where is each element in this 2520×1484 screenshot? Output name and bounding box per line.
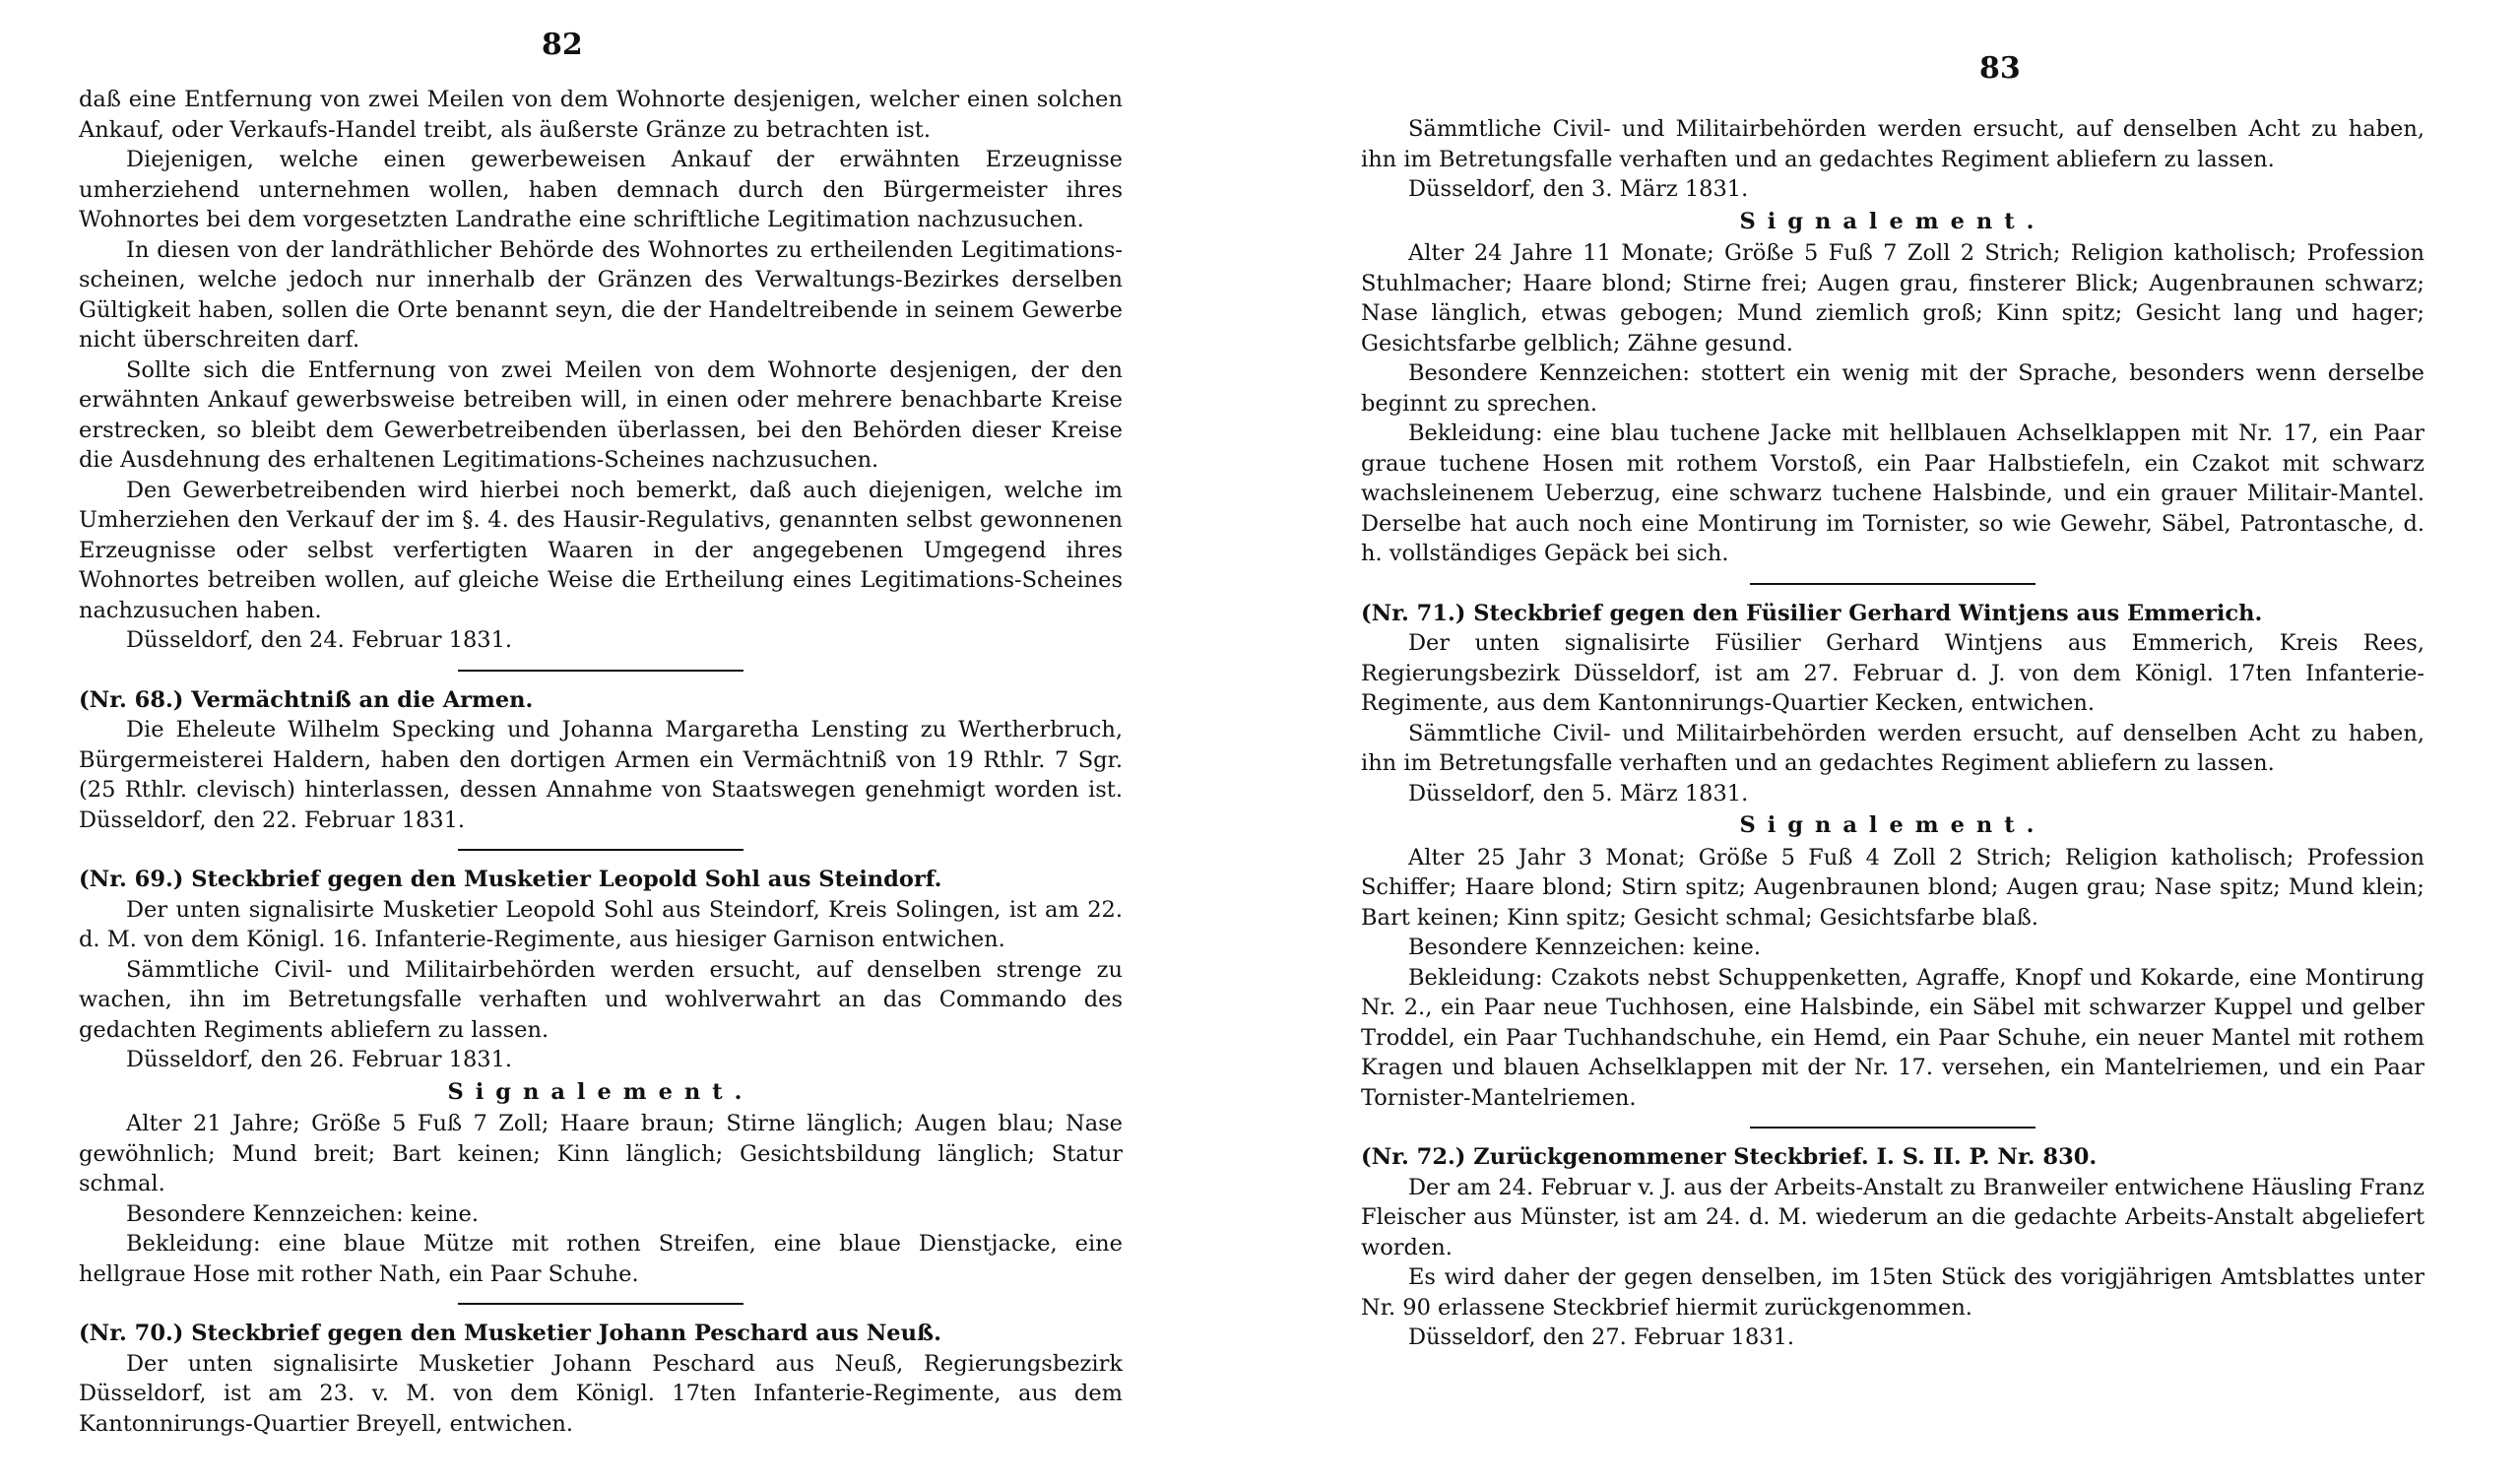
section-divider — [1750, 1127, 2035, 1129]
paragraph: Den Gewerbetreibenden wird hierbei noch bemerkt, daß auch diejenigen, welche im Umherziehen den Verkauf der im §. 4. des Hausir-Regulativs, genannten selbst gewonnenen Erzeugnisse oder selbst verfertigten Waaren in der angegebenen Umgegend ihres Wohnortes betreiben wollen, auf gleiche Weise die Ertheilung eines Legitimations-Scheines nachzusuchen haben. — [79, 477, 1123, 623]
paragraph: Düsseldorf, den 5. März 1831. — [1408, 780, 1749, 807]
signalement-heading: Signalement. — [1739, 208, 2046, 234]
paragraph: Düsseldorf, den 27. Februar 1831. — [1408, 1324, 1795, 1350]
paragraph: Sämmtliche Civil- und Militairbehörden werden ersucht, auf denselben Acht zu haben, ihn im Betretungsfalle verhaften und an gedachtes Regiment abliefern zu lassen. — [1361, 720, 2424, 776]
signalement-heading: Signalement. — [447, 1078, 754, 1105]
paragraph: Die Eheleute Wilhelm Specking und Johanna Margaretha Lensting zu Wertherbruch, Bürgermeisterei Haldern, haben den dortigen Armen ein Vermächtniß von 19 Rthlr. 7 Sgr. (25 Rthlr. clevisch) hinterlassen, dessen Annahme von Staatswegen genehmigt worden ist. Düsseldorf, den 22. Februar 1831. — [79, 717, 1123, 833]
paragraph: Der unten signalisirte Musketier Johann Peschard aus Neuß, Regierungsbezirk Düsseldorf, ist am 23. v. M. von dem Königl. 17ten Infanterie-Regimente, aus dem Kantonnirungs-Quartier Breyell, entwichen. — [79, 1350, 1123, 1437]
section-divider — [458, 849, 743, 851]
paragraph: Bekleidung: eine blaue Mütze mit rothen Streifen, eine blaue Dienstjacke, eine hellgraue Hose mit rother Nath, ein Paar Schuhe. — [79, 1231, 1123, 1287]
paragraph: Besondere Kennzeichen: stottert ein wenig mit der Sprache, besonders wenn derselbe beginnt zu sprechen. — [1361, 360, 2424, 417]
paragraph: Es wird daher der gegen denselben, im 15ten Stück des vorigjährigen Amtsblattes unter Nr. 90 erlassene Steckbrief hiermit zurückgenommen. — [1361, 1264, 2424, 1321]
text-column — [1361, 114, 2424, 1353]
paragraph: daß eine Entfernung von zwei Meilen von dem Wohnorte desjenigen, welcher einen solchen Ankauf, oder Verkaufs-Handel treibt, als äußerste Gränze zu betrachten ist. — [79, 87, 1123, 143]
paragraph: Sämmtliche Civil- und Militairbehörden werden ersucht, auf denselben Acht zu haben, ihn im Betretungsfalle verhaften und an gedachtes Regiment abliefern zu lassen. — [1361, 116, 2424, 172]
section-heading: (Nr. 71.) Steckbrief gegen den Füsilier Gerhard Wintjens aus Emmerich. — [1361, 600, 2263, 626]
paragraph: Düsseldorf, den 24. Februar 1831. — [126, 627, 513, 653]
signalement-heading: Signalement. — [1739, 812, 2046, 838]
paragraph: Alter 24 Jahre 11 Monate; Größe 5 Fuß 7 Zoll 2 Strich; Religion katholisch; Profession Stuhlmacher; Haare blond; Stirne frei; Augen grau, finsterer Blick; Augenbraunen schwarz; Nase länglich, etwas gebogen; Mund ziemlich groß; Kinn spitz; Gesicht lang und hager; Gesichtsfarbe gelblich; Zähne gesund. — [1361, 240, 2424, 356]
section-divider — [458, 670, 743, 672]
paragraph: Alter 25 Jahr 3 Monat; Größe 5 Fuß 4 Zoll 2 Strich; Religion katholisch; Profession Schiffer; Haare blond; Stirn spitz; Augenbraunen blond; Augen grau; Nase spitz; Mund klein; Bart keinen; Kinn spitz; Gesicht schmal; Gesichtsfarbe blaß. — [1361, 844, 2424, 931]
page-number: 82 — [542, 28, 583, 62]
paragraph: Bekleidung: eine blau tuchene Jacke mit hellblauen Achselklappen mit Nr. 17, ein Paar graue tuchene Hosen mit rothem Vorstoß, ein Paar Halbstiefeln, ein Czakot mit schwarz wachsleinenem Ueberzug, eine schwarz tuchene Halsbinde, und ein grauer Militair-Mantel. Derselbe hat auch noch eine Montirung im Tornister, so wie Gewehr, Säbel, Patrontasche, d. h. vollständiges Gepäck bei sich. — [1361, 420, 2424, 566]
text-column — [79, 85, 1123, 1439]
paragraph: Düsseldorf, den 3. März 1831. — [1408, 176, 1749, 202]
section-heading: (Nr. 70.) Steckbrief gegen den Musketier Johann Peschard aus Neuß. — [79, 1321, 941, 1346]
paragraph: In diesen von der landräthlicher Behörde des Wohnortes zu ertheilenden Legitimations-scheinen, welche jedoch nur innerhalb der Gränzen des Verwaltungs-Bezirkes derselben Gültigkeit haben, sollen die Orte benannt seyn, die der Handeltreibende in seinem Gewerbe nicht überschreiten darf. — [79, 236, 1123, 353]
paragraph: Der unten signalisirte Füsilier Gerhard Wintjens aus Emmerich, Kreis Rees, Regierungsbezirk Düsseldorf, ist am 27. Februar d. J. von dem Königl. 17ten Infanterie-Regimente, aus dem Kantonnirungs-Quartier Kecken, entwichen. — [1361, 630, 2424, 716]
paragraph: Besondere Kennzeichen: keine. — [1408, 935, 1761, 960]
paragraph: Alter 21 Jahre; Größe 5 Fuß 7 Zoll; Haare braun; Stirne länglich; Augen blau; Nase gewöhnlich; Mund breit; Bart keinen; Kinn länglich; Gesichtsbildung länglich; Statur schmal. — [79, 1111, 1123, 1196]
paragraph: Sollte sich die Entfernung von zwei Meilen von dem Wohnorte desjenigen, der den erwähnten Ankauf gewerbsweise betreiben will, in einen oder mehrere benachbarte Kreise erstrecken, so bleibt dem Gewerbetreibenden überlassen, bei den Behörden dieser Kreise die Ausdehnung des erhaltenen Legitimations-Scheines nachzusuchen. — [79, 356, 1123, 473]
section-divider — [458, 1303, 743, 1305]
section-heading: (Nr. 68.) Vermächtniß an die Armen. — [79, 686, 534, 713]
paragraph: Sämmtliche Civil- und Militairbehörden werden ersucht, auf denselben strenge zu wachen, ihn im Betretungsfalle verhaften und wohlverwahrt an das Commando des gedachten Regiments abliefern zu lassen. — [79, 956, 1123, 1043]
page-number: 83 — [1979, 51, 2021, 86]
section-divider — [1750, 583, 2035, 585]
paragraph: Der unten signalisirte Musketier Leopold Sohl aus Steindorf, Kreis Solingen, ist am 22. d. M. von dem Königl. 16. Infanterie-Regimente, aus hiesiger Garnison entwichen. — [79, 896, 1123, 952]
left-page — [0, 0, 1251, 1484]
section-heading: (Nr. 69.) Steckbrief gegen den Musketier Leopold Sohl aus Steindorf. — [79, 867, 942, 892]
paragraph: Bekleidung: Czakots nebst Schuppenketten, Agraffe, Knopf und Kokarde, eine Montirung Nr. 2., ein Paar neue Tuchhosen, eine Halsbinde, ein Säbel mit schwarzer Kuppel und gelber Troddel, ein Paar Tuchhandschuhe, ein Hemd, ein Paar Schuhe, ein neuer Mantel mit rothem Kragen und blauen Achselklappen mit der Nr. 17. versehen, ein Mantelriemen, und ein Paar Tornister-Mantelriemen. — [1361, 964, 2424, 1111]
paragraph: Diejenigen, welche einen gewerbeweisen Ankauf der erwähnten Erzeugnisse umherziehend unternehmen wollen, haben demnach durch den Bürgermeister ihres Wohnortes bei dem vorgesetzten Landrathe eine schriftliche Legitimation nachzusuchen. — [79, 147, 1123, 232]
paragraph: Besondere Kennzeichen: keine. — [126, 1200, 479, 1227]
paragraph: Düsseldorf, den 26. Februar 1831. — [126, 1047, 513, 1072]
right-page — [1270, 0, 2520, 1484]
paragraph: Der am 24. Februar v. J. aus der Arbeits-Anstalt zu Branweiler entwichene Häusling Franz Fleischer aus Münster, ist am 24. d. M. wiederum an die gedachte Arbeits-Anstalt abgeliefert worden. — [1361, 1174, 2424, 1260]
section-heading: (Nr. 72.) Zurückgenommener Steckbrief. I. S. II. P. Nr. 830. — [1361, 1144, 2098, 1170]
